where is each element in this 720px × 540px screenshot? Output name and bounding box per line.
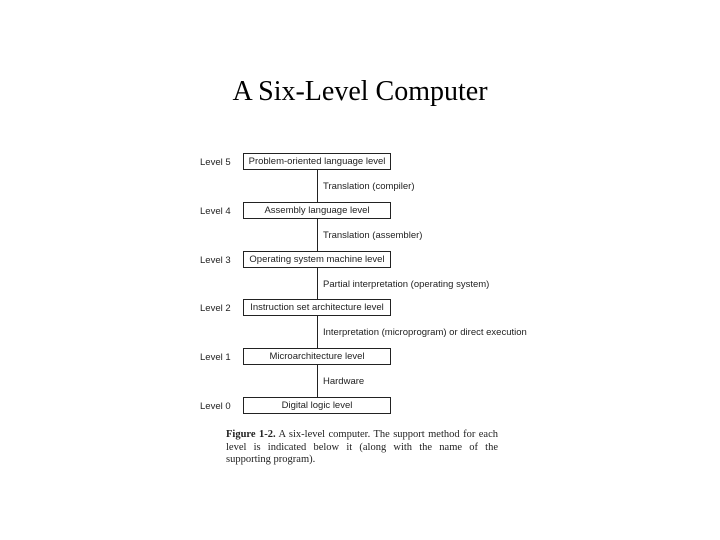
support-method: Translation (compiler) <box>323 181 415 192</box>
figure-caption <box>226 429 498 467</box>
level-label: Level 0 <box>200 401 231 412</box>
level-box: Operating system machine level <box>243 251 391 268</box>
level-label: Level 1 <box>200 352 231 363</box>
connector-line <box>317 316 318 348</box>
level-box: Microarchitecture level <box>243 348 391 365</box>
connector-line <box>317 365 318 397</box>
level-label: Level 3 <box>200 255 231 266</box>
connector-line <box>317 170 318 202</box>
support-method: Translation (assembler) <box>323 230 423 241</box>
level-box: Digital logic level <box>243 397 391 414</box>
connector-line <box>317 268 318 299</box>
figure-number: Figure 1-2. <box>226 429 276 440</box>
support-method: Hardware <box>323 376 365 387</box>
level-box: Instruction set architecture level <box>243 299 391 316</box>
support-method: Interpretation (microprogram) or direct execution <box>323 327 527 338</box>
level-box: Assembly language level <box>243 202 391 219</box>
caption-text: A six-level computer. The support method for each level is indicated below it (along with the name of the supporting program). <box>226 429 498 465</box>
level-label: Level 5 <box>200 157 231 168</box>
support-method: Partial interpretation (operating system) <box>323 279 490 290</box>
level-label: Level 2 <box>200 303 231 314</box>
level-label: Level 4 <box>200 206 231 217</box>
slide-title: A Six-Level Computer <box>232 76 488 107</box>
level-box: Problem-oriented language level <box>243 153 391 170</box>
connector-line <box>317 219 318 251</box>
